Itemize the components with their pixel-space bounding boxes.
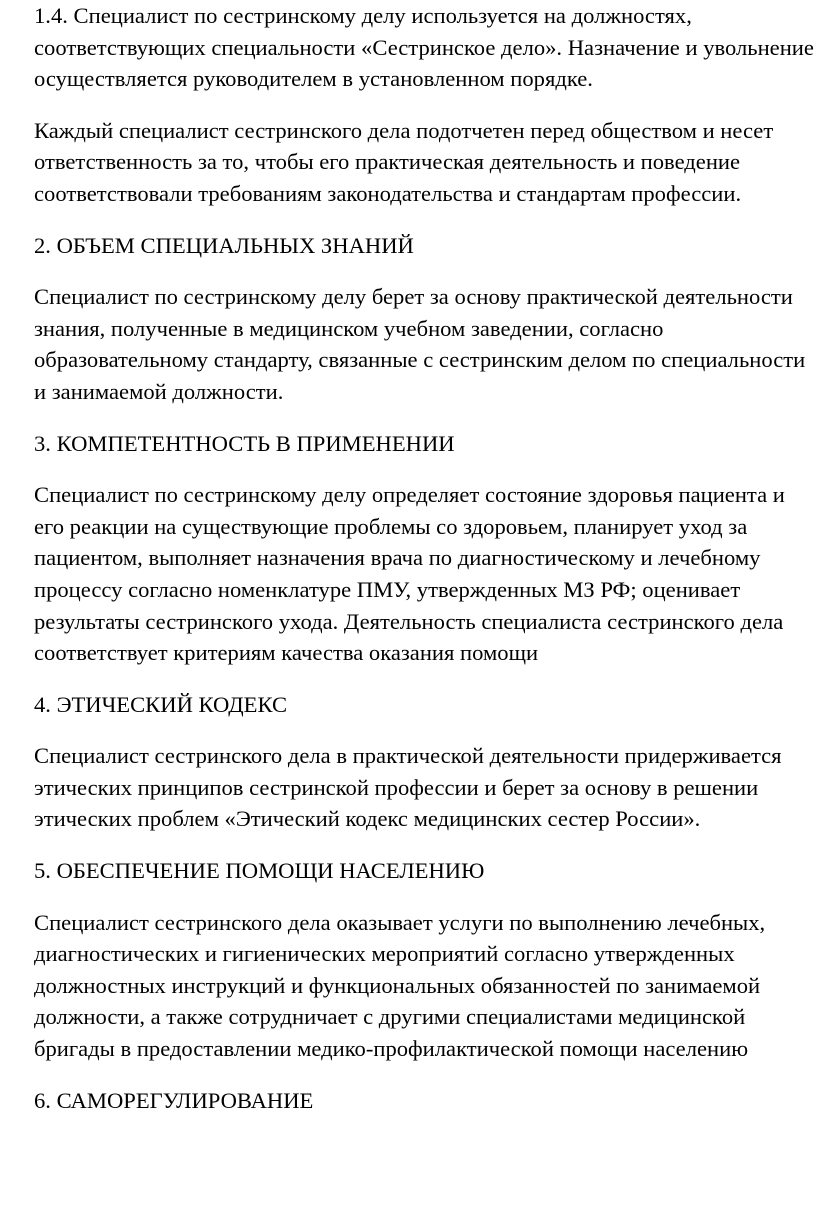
section-heading-4: 4. ЭТИЧЕСКИЙ КОДЕКС xyxy=(34,691,288,717)
paragraph-ethics: Специалист сестринского дела в практической деятельности придерживается этических принципов сестринской профессии и берет за основу в решении этических проблем «Этический кодекс медицинских сестер России». xyxy=(34,743,782,832)
section-heading-6: 6. САМОРЕГУЛИРОВАНИЕ xyxy=(34,1087,314,1113)
section-heading-2: 2. ОБЪЕМ СПЕЦИАЛЬНЫХ ЗНАНИЙ xyxy=(34,232,414,258)
paragraph-knowledge: Специалист по сестринскому делу берет за основу практической деятельности знания, полученные в медицинском учебном заведении, согласно образовательному стандарту, связанные с сестринским делом по специальности и занимаемой должности. xyxy=(34,284,806,404)
section-heading-5: 5. ОБЕСПЕЧЕНИЕ ПОМОЩИ НАСЕЛЕНИЮ xyxy=(34,858,485,884)
section-heading-3: 3. КОМПЕТЕНТНОСТЬ В ПРИМЕНЕНИИ xyxy=(34,430,455,456)
paragraph-public-service: Специалист сестринского дела оказывает услуги по выполнению лечебных, диагностических и гигиенических мероприятий согласно утвержденных должностных инструкций и функциональных обязанностей по занимаемой должности, а также сотрудничает с другими специалистами медицинской бригады в предоставлении медико-профилактической помощи населению xyxy=(34,909,766,1062)
paragraph-1-4: 1.4. Специалист по сестринскому делу используется на должностях, соответствующих специальности «Сестринское дело». Назначение и увольнение осуществляется руководителем в установленном порядке. xyxy=(34,3,814,92)
paragraph-competence: Специалист по сестринскому делу определяет состояние здоровья пациента и его реакции на существующие проблемы со здоровьем, планирует уход за пациентом, выполняет назначения врача по диагностическому и лечебному процессу согласно номенклатуре ПМУ, утвержденных МЗ РФ; оценивает результаты сестринского ухода. Деятельность специалиста сестринского дела соответствует критериям качества оказания помощи xyxy=(34,482,785,666)
paragraph-accountability: Каждый специалист сестринского дела подотчетен перед обществом и несет ответственность за то, чтобы его практическая деятельность и поведение соответствовали требованиям законодательства и стандартам профессии. xyxy=(34,117,774,206)
document-page xyxy=(34,0,816,1136)
